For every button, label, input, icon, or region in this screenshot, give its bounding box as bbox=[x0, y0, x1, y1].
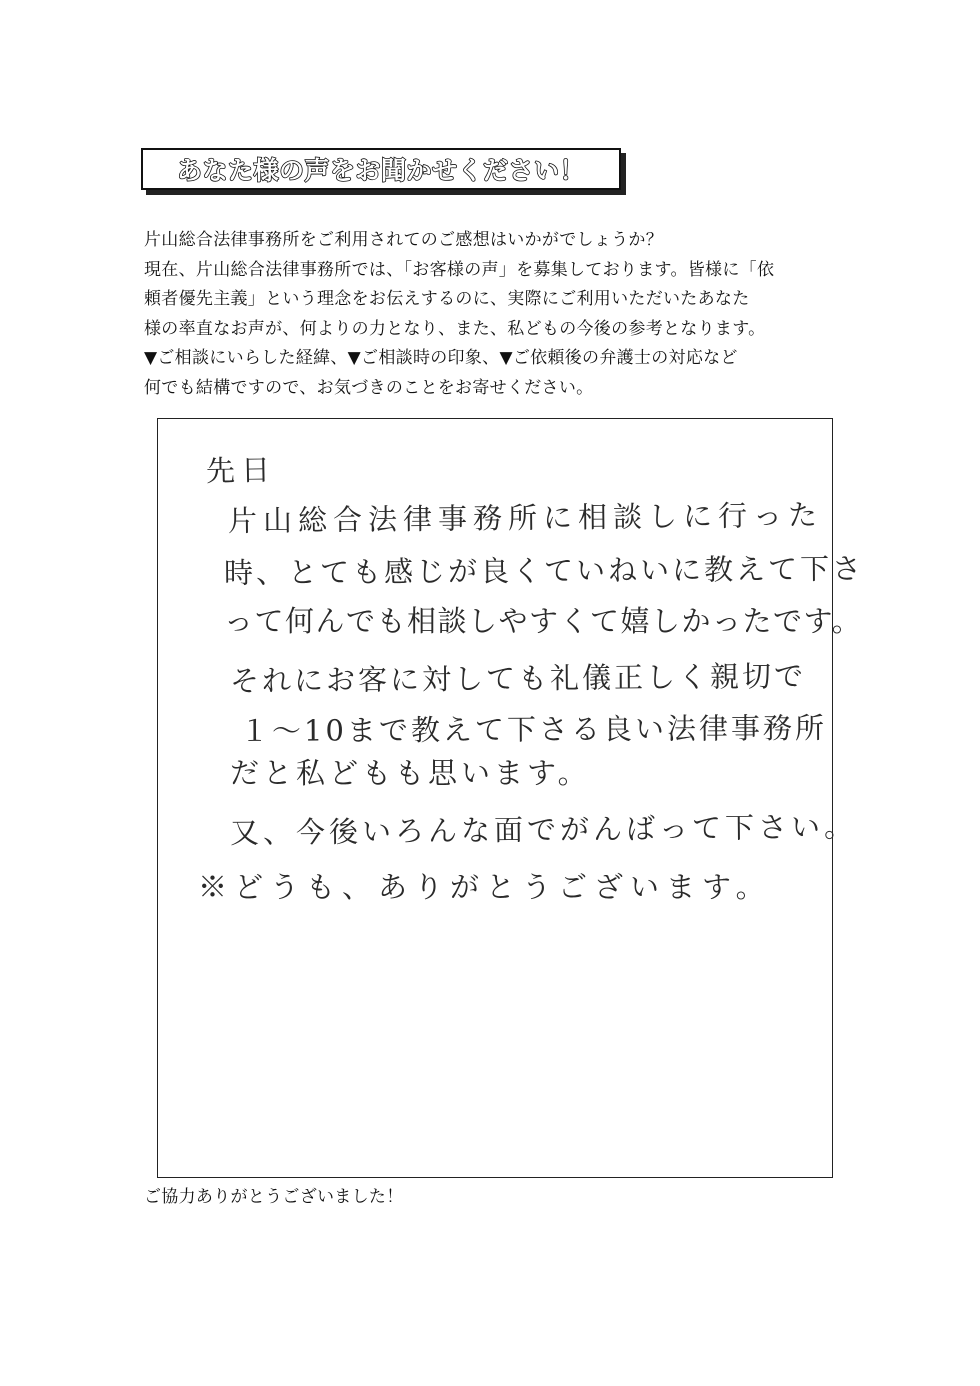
comment-line: 又、今後いろんな面でがんばって下さい。 bbox=[229, 809, 858, 850]
comment-line: 先日 bbox=[205, 452, 277, 488]
intro-line: 片山総合法律事務所をご利用されてのご感想はいかがでしょうか？ bbox=[144, 230, 663, 250]
comment-line: って何んでも相談しやすくて嬉しかったです。 bbox=[224, 604, 863, 638]
intro-line: 何でも結構ですので、お気づきのことをお寄せください。 bbox=[144, 377, 594, 398]
comment-line: ※どうも、ありがとうございます。 bbox=[198, 870, 772, 904]
comment-line: 時、とても感じが良くていねいに教えて下さ bbox=[223, 551, 865, 590]
intro-line: 頼者優先主義」という理念をお伝えするのに、実際にご利用いただいたあなた bbox=[144, 289, 750, 309]
comment-line: だと私どもも思います。 bbox=[230, 756, 591, 790]
comment-line: 片山総合法律事務所に相談しに行った bbox=[227, 497, 824, 538]
footer-thanks: ご協力ありがとうございました！ bbox=[144, 1187, 404, 1207]
intro-line: 様の率直なお声が、何よりの力となり、また、私どもの今後の参考となります。 bbox=[144, 318, 766, 339]
comment-line: それにお客に対しても礼儀正しく親切で bbox=[229, 658, 807, 698]
handwritten-comment bbox=[158, 419, 865, 1177]
title-banner bbox=[141, 148, 621, 190]
intro-paragraph bbox=[144, 226, 844, 403]
intro-line: ▼ご相談にいらした経緯、▼ご相談時の印象、▼ご依頼後の弁護士の対応など bbox=[144, 348, 738, 368]
comment-line: １～10まで教えて下さる良い法律事務所 bbox=[239, 710, 827, 748]
comment-box bbox=[157, 418, 865, 1178]
intro-line: 現在、片山総合法律事務所では、「お客様の声」を募集しております。皆様に「依 bbox=[144, 259, 775, 280]
page-title: あなた様の声をお聞かせください！ bbox=[176, 156, 585, 185]
